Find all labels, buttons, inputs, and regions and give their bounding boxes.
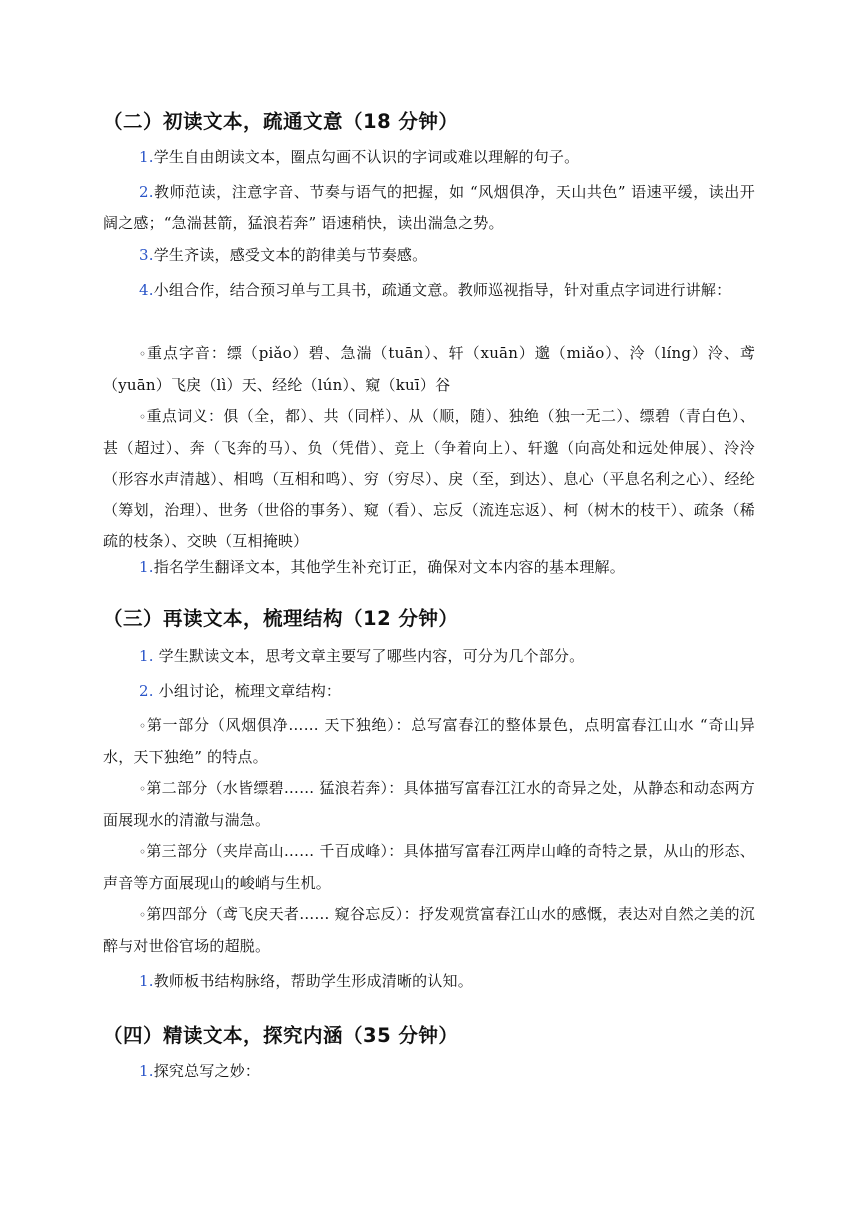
item-text: 指名学生翻译文本，其他学生补充订正，确保对文本内容的基本理解。: [153, 558, 625, 576]
item-text: 重点字音：缥（piǎo）碧、急湍（tuān）、轩（xuān）邈（miǎo）、泠（líng）泠、鸢（yuān）飞戾（lì）天、经纶（lún）、窥（kuī）谷: [103, 344, 756, 394]
bullet-item: [103, 773, 755, 836]
item-text: 重点词义：俱（全，都）、共（同样）、从（顺，随）、独绝（独一无二）、缥碧（青白色）、甚（超过）、奔（飞奔的马）、负（凭借）、竞上（争着向上）、轩邈（向高处和远处伸展）、泠泠（形容水声清越）、相鸣（互相和鸣）、穷（穷尽）、戾（至，到达）、息心（平息名利之心）、经纶（筹划，治理）、世务（世俗的事务）、窥（看）、忘反（流连忘返）、柯（树木的枝干）、疏条（稀疏的枝条）、交映（互相掩映）: [103, 407, 755, 550]
item-text: 学生齐读，感受文本的韵律美与节奏感。: [153, 246, 428, 264]
bullet-icon: ◦: [139, 908, 147, 922]
list-item: [103, 240, 755, 271]
item-number: 3.: [139, 246, 154, 264]
list-item: [103, 177, 755, 239]
item-text: 小组讨论，梳理文章结构：: [153, 682, 342, 700]
bullet-icon: ◦: [139, 845, 147, 859]
list-item: [103, 275, 755, 306]
list-item: [103, 641, 755, 672]
item-number: 2.: [139, 682, 154, 700]
item-number: 1.: [139, 558, 154, 576]
bullet-icon: ◦: [139, 410, 147, 424]
item-text: 探究总写之妙：: [153, 1062, 261, 1080]
item-text: 学生自由朗读文本，圈点勾画不认识的字词或难以理解的句子。: [153, 148, 580, 166]
item-text: 教师板书结构脉络，帮助学生形成清晰的认知。: [153, 972, 473, 990]
item-text: 学生默读文本，思考文章主要写了哪些内容，可分为几个部分。: [153, 647, 585, 665]
bullet-icon: ◦: [139, 782, 147, 796]
section-heading-2: （二）初读文本，疏通文意（18 分钟）: [103, 110, 459, 133]
item-number: 1.: [139, 1062, 154, 1080]
item-text: 小组合作，结合预习单与工具书，疏通文意。教师巡视指导，针对重点字词进行讲解：: [153, 281, 732, 299]
item-text: 第四部分（鸢飞戾天者…… 窥谷忘反）：抒发观赏富春江山水的感慨，表达对自然之美的沉醉与对世俗官场的超脱。: [103, 905, 755, 955]
bullet-item: [103, 899, 755, 962]
bullet-item: [103, 836, 755, 899]
item-text: 第一部分（风烟俱净…… 天下独绝）：总写富春江的整体景色，点明富春江山水 “奇山异水，天下独绝” 的特点。: [103, 716, 755, 766]
list-item: [103, 676, 755, 707]
item-number: 2.: [139, 183, 154, 201]
list-item: [103, 966, 755, 997]
list-item: [103, 552, 755, 583]
item-number: 1.: [139, 647, 154, 665]
item-number: 1.: [139, 972, 154, 990]
bullet-item: [103, 338, 755, 401]
section-heading-4: （四）精读文本，探究内涵（35 分钟）: [103, 1024, 459, 1047]
bullet-item: [103, 710, 755, 773]
bullet-icon: ◦: [139, 719, 147, 733]
item-number: 4.: [139, 281, 154, 299]
item-text: 第二部分（水皆缥碧…… 猛浪若奔）：具体描写富春江江水的奇异之处，从静态和动态两方面展现水的清澈与湍急。: [103, 779, 755, 829]
bullet-icon: ◦: [139, 347, 148, 361]
item-text: 教师范读，注意字音、节奏与语气的把握，如 “风烟俱净，天山共色” 语速平缓，读出开阔之感；“急湍甚箭，猛浪若奔” 语速稍快，读出湍急之势。: [103, 183, 755, 232]
item-number: 1.: [139, 148, 154, 166]
list-item: [103, 1056, 755, 1087]
bullet-item: [103, 401, 755, 557]
list-item: [103, 142, 755, 173]
item-text: 第三部分（夹岸高山…… 千百成峰）：具体描写富春江两岸山峰的奇特之景，从山的形态、声音等方面展现山的峻峭与生机。: [103, 842, 755, 892]
section-heading-3: （三）再读文本，梳理结构（12 分钟）: [103, 607, 459, 630]
